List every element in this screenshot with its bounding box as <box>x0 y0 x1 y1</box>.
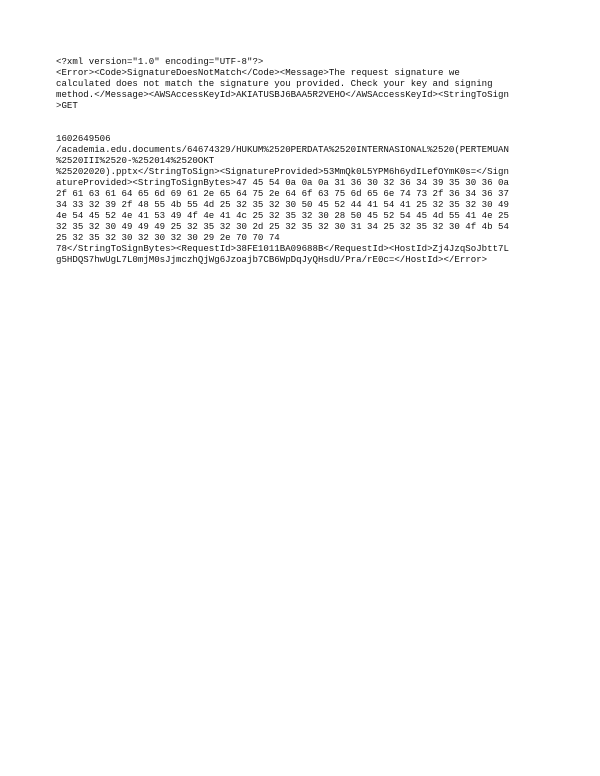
text-line: >GET <box>56 100 78 111</box>
text-line: %2520III%2520-%252014%2520OKT <box>56 155 215 166</box>
text-line: <?xml version="1.0" encoding="UTF-8"?> <box>56 56 264 67</box>
text-line: 1602649506 <box>56 133 111 144</box>
text-line: g5HDQS7hwUgL7L0mjM0sJjmczhQjWg6Jzoajb7CB6WpDqJyQHsdU/Pra/rE0c=</HostId></Error> <box>56 254 488 265</box>
text-line: 78</StringToSignBytes><RequestId>38FE1011BA09688B</RequestId><HostId>Zj4JzqSoJbtt7L <box>56 243 509 254</box>
text-line: atureProvided><StringToSignBytes>47 45 54 0a 0a 0a 31 36 30 32 36 34 39 35 30 36 0a <box>56 177 509 188</box>
xml-error-response <box>56 56 548 265</box>
text-line: 25 32 35 32 30 32 30 32 30 29 2e 70 70 74 <box>56 232 280 243</box>
text-line: 2f 61 63 61 64 65 6d 69 61 2e 65 64 75 2e 64 6f 63 75 6d 65 6e 74 73 2f 36 34 36 37 <box>56 188 509 199</box>
text-line: /academia.edu.documents/64674329/HUKUM%2520PERDATA%2520INTERNASIONAL%2520(PERTEMUAN <box>56 144 509 155</box>
text-line: <Error><Code>SignatureDoesNotMatch</Code><Message>The request signature we <box>56 67 460 78</box>
text-line: method.</Message><AWSAccessKeyId>AKIATUSBJ6BAA5R2VEHO</AWSAccessKeyId><StringToSign <box>56 89 509 100</box>
text-line: 34 33 32 39 2f 48 55 4b 55 4d 25 32 35 32 30 50 45 52 44 41 54 41 25 32 35 32 30 49 <box>56 199 509 210</box>
text-line: %25202020).pptx</StringToSign><SignatureProvided>53MmQk0L5YPM6h6ydILefOYmK0s=</Sign <box>56 166 509 177</box>
text-line: 32 35 32 30 49 49 49 25 32 35 32 30 2d 25 32 35 32 30 31 34 25 32 35 32 30 4f 4b 54 <box>56 221 509 232</box>
text-line: calculated does not match the signature you provided. Check your key and signing <box>56 78 493 89</box>
text-line: 4e 54 45 52 4e 41 53 49 4f 4e 41 4c 25 32 35 32 30 28 50 45 52 54 45 4d 55 41 4e 25 <box>56 210 509 221</box>
